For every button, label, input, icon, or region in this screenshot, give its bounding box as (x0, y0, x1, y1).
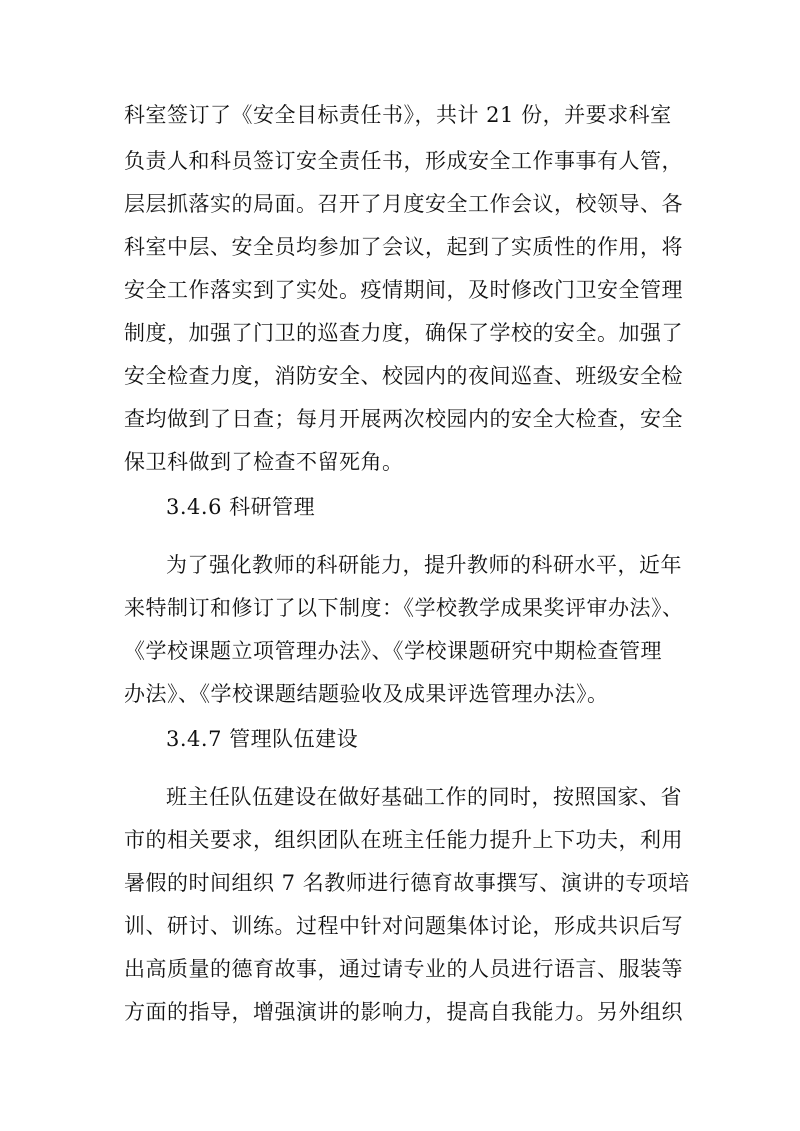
section-heading-research: 3.4.6 科研管理 (166, 495, 316, 519)
text-line: 制度，加强了门卫的巡查力度，确保了学校的安全。加强了 (124, 321, 683, 345)
text-line: 来特制订和修订了以下制度：《学校教学成果奖评审办法》、 (124, 596, 684, 620)
text-line: 保卫科做到了检查不留死角。 (124, 450, 404, 474)
text-line: 《学校课题立项管理办法》、《学校课题研究中期检查管理 (124, 639, 662, 663)
text-line: 出高质量的德育故事，通过请专业的人员进行语言、服装等 (124, 957, 683, 981)
text-line: 安全检查力度，消防安全、校园内的夜间巡查、班级安全检 (124, 364, 683, 388)
text-line: 暑假的时间组织 7 名教师进行德育故事撰写、演讲的专项培 (124, 871, 690, 895)
text-line: 科室中层、安全员均参加了会议，起到了实质性的作用，将 (124, 235, 683, 259)
text-line: 方面的指导，增强演讲的影响力，提高自我能力。另外组织 (124, 1000, 683, 1024)
text-line: 科室签订了《安全目标责任书》，共计 21 份，并要求科室 (124, 103, 672, 127)
text-line: 安全工作落实到了实处。疫情期间，及时修改门卫安全管理 (124, 278, 683, 302)
text-line: 训、研讨、训练。过程中针对问题集体讨论，形成共识后写 (124, 914, 683, 938)
text-line: 班主任队伍建设在做好基础工作的同时，按照国家、省 (166, 785, 682, 809)
text-line: 层层抓落实的局面。召开了月度安全工作会议，校领导、各 (124, 192, 683, 216)
text-line: 负责人和科员签订安全责任书，形成安全工作事事有人管， (124, 149, 683, 173)
text-line: 市的相关要求，组织团队在班主任能力提升上下功夫，利用 (124, 828, 683, 852)
section-heading-management: 3.4.7 管理队伍建设 (166, 727, 359, 751)
text-line: 办法》、《学校课题结题验收及成果评选管理办法》。 (124, 682, 609, 706)
text-line: 查均做到了日查；每月开展两次校园内的安全大检查，安全 (124, 407, 683, 431)
text-line: 为了强化教师的科研能力，提升教师的科研水平，近年 (166, 553, 682, 577)
